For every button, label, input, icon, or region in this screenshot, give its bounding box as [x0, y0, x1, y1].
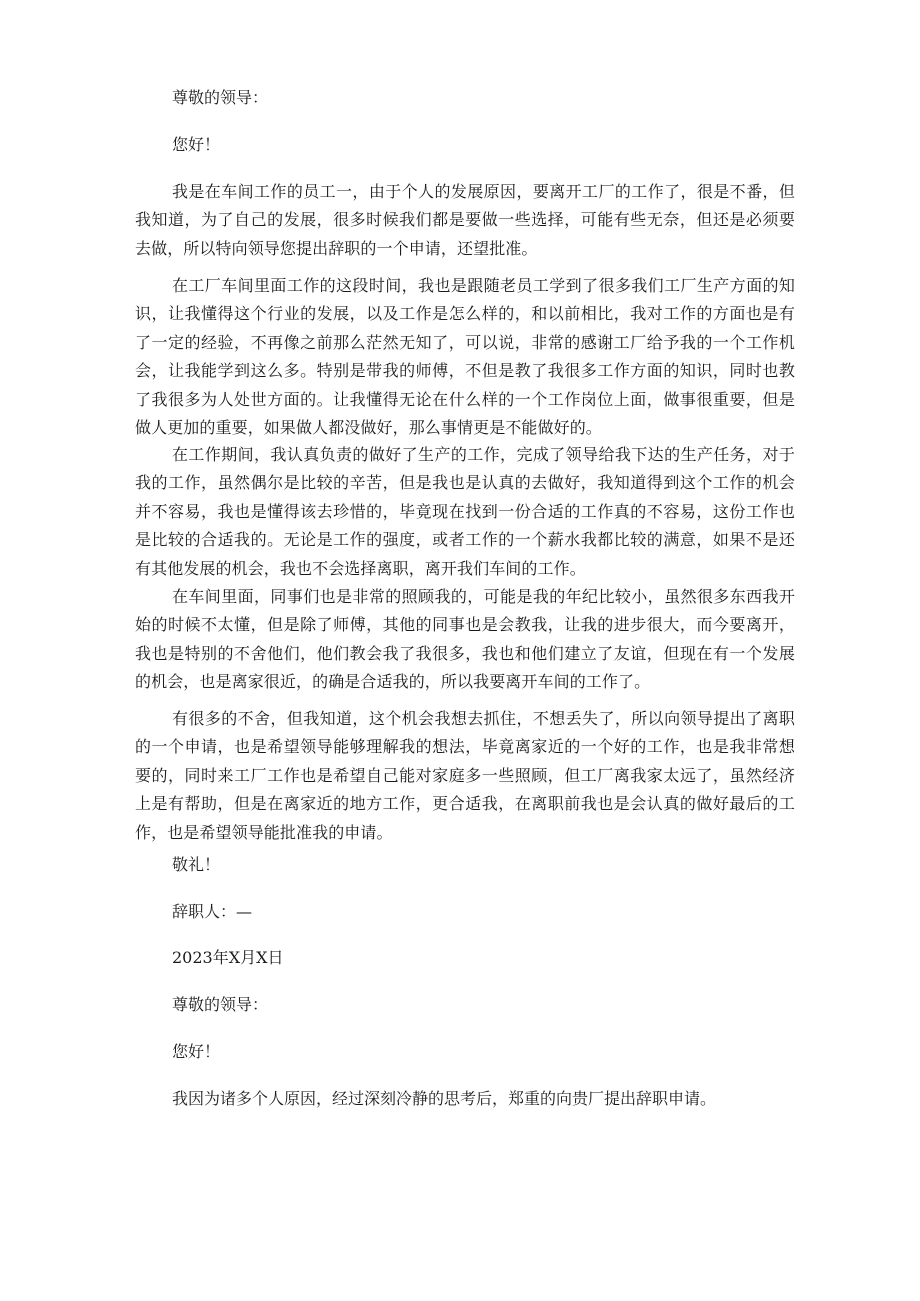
body-paragraph: 在车间里面，同事们也是非常的照顾我的，可能是我的年纪比较小，虽然很多东西我开始的时候不太懂，但是除了师傅，其他的同事也是会教我，让我的进步很大，而今要离开，我也是特别的不舍他们，他们教会我了我很多，我也和他们建立了友谊，但现在有一个发展的机会，也是离家很近，的确是合适我的，所以我要离开车间的工作了。 [135, 587, 795, 692]
greeting: 您好！ [172, 135, 221, 154]
date: 2023年X月X日 [172, 948, 284, 967]
closing: 敬礼！ [172, 855, 221, 874]
signature: 辞职人：— [172, 902, 253, 921]
body-paragraph: 我是在车间工作的员工一，由于个人的发展原因，要离开工厂的工作了，很是不番，但我知道，为了自己的发展，很多时候我们都是要做一些选择，可能有些无奈，但还是必须要去做，所以特向领导您提出辞职的一个申请，还望批准。 [135, 182, 795, 258]
greeting-2: 您好！ [172, 1042, 221, 1061]
salutation-2: 尊敬的领导： [172, 995, 269, 1014]
salutation: 尊敬的领导： [172, 88, 269, 107]
body-paragraph: 在工作期间，我认真负责的做好了生产的工作，完成了领导给我下达的生产任务，对于我的工作，虽然偶尔是比较的辛苦，但是我也是认真的去做好，我知道得到这个工作的机会并不容易，我也是懂得该去珍惜的，毕竟现在找到一份合适的工作真的不容易，这份工作也是比较的合适我的。无论是工作的强度，或者工作的一个薪水我都比较的满意，如果不是还有其他发展的机会，我也不会选择离职，离开我们车间的工作。 [135, 445, 795, 578]
body-paragraph: 在工厂车间里面工作的这段时间，我也是跟随老员工学到了很多我们工厂生产方面的知识，让我懂得这个行业的发展，以及工作是怎么样的，和以前相比，我对工作的方面也是有了一定的经验，不再像之前那么茫然无知了，可以说，非常的感谢工厂给予我的一个工作机会，让我能学到这么多。特别是带我的师傅，不但是教了我很多工作方面的知识，同时也教了我很多为人处世方面的。让我懂得无论在什么样的一个工作岗位上面，做事很重要，但是做人更加的重要，如果做人都没做好，那么事情更是不能做好的。 [135, 276, 795, 438]
body-paragraph: 有很多的不舍，但我知道，这个机会我想去抓住，不想丢失了，所以向领导提出了离职的一个申请，也是希望领导能够理解我的想法，毕竟离家近的一个好的工作，也是我非常想要的，同时来工厂工作也是希望自己能对家庭多一些照顾，但工厂离我家太远了，虽然经济上是有帮助，但是在离家近的地方工作，更合适我，在离职前我也是会认真的做好最后的工作，也是希望领导能批准我的申请。 [135, 709, 795, 842]
body-paragraph-2: 我因为诸多个人原因，经过深刻冷静的思考后，郑重的向贵厂提出辞职申请。 [172, 1089, 717, 1108]
